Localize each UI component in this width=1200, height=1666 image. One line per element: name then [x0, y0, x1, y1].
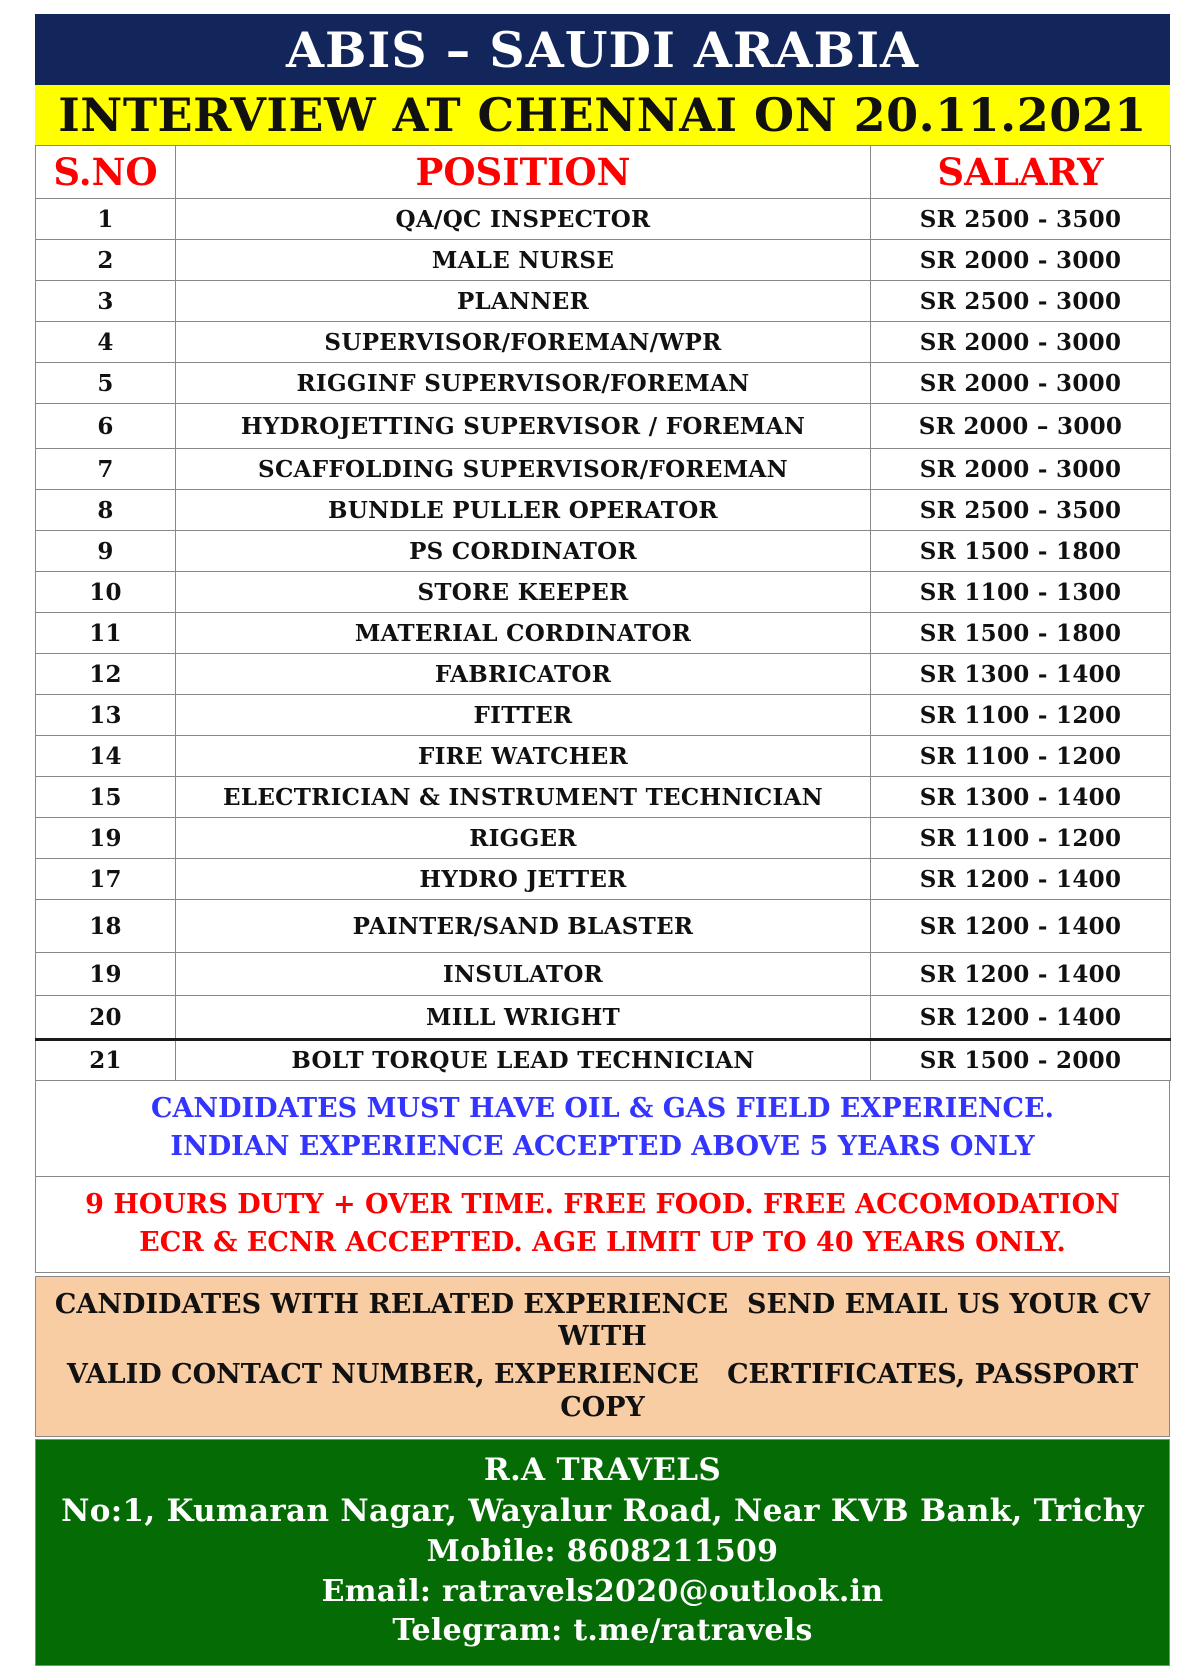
cell-position: RIGGER: [176, 818, 871, 859]
table-row: [36, 363, 1171, 404]
table-row: [36, 736, 1171, 777]
cell-position: FIRE WATCHER: [176, 736, 871, 777]
cell-sno: 14: [36, 736, 176, 777]
positions-table-body: [36, 199, 1171, 1081]
cell-position: STORE KEEPER: [176, 572, 871, 613]
agency-mobile: Mobile: 8608211509: [426, 1533, 779, 1569]
cell-salary: SR 1100 - 1200: [871, 695, 1171, 736]
cell-sno: 10: [36, 572, 176, 613]
cell-position: HYDROJETTING SUPERVISOR / FOREMAN: [176, 404, 871, 449]
cell-salary: SR 1200 - 1400: [871, 996, 1171, 1040]
agency-telegram: Telegram: t.me/ratravels: [392, 1613, 813, 1649]
table-row: [36, 777, 1171, 818]
table-row: [36, 996, 1171, 1040]
column-header-sno: S.NO: [36, 146, 176, 199]
cell-salary: SR 1500 - 1800: [871, 613, 1171, 654]
table-row: [36, 531, 1171, 572]
cell-position: QA/QC INSPECTOR: [176, 199, 871, 240]
table-row: [36, 859, 1171, 900]
note-line: VALID CONTACT NUMBER, EXPERIENCE CERTIFICATES, PASSPORT COPY: [66, 1359, 1148, 1423]
cell-salary: SR 2000 - 3000: [871, 363, 1171, 404]
cell-position: HYDRO JETTER: [176, 859, 871, 900]
cell-position: FABRICATOR: [176, 654, 871, 695]
cell-position: ELECTRICIAN & INSTRUMENT TECHNICIAN: [176, 777, 871, 818]
cell-salary: SR 2500 - 3500: [871, 199, 1171, 240]
table-row: [36, 240, 1171, 281]
table-row: [36, 695, 1171, 736]
cell-sno: 7: [36, 449, 176, 490]
positions-table-header: [36, 146, 1171, 199]
cell-position: MATERIAL CORDINATOR: [176, 613, 871, 654]
cell-sno: 13: [36, 695, 176, 736]
company-title-bar: [35, 14, 1170, 85]
interview-banner-bar: [35, 85, 1170, 145]
agency-address: No:1, Kumaran Nagar, Wayalur Road, Near KVB Bank, Trichy: [61, 1493, 1144, 1530]
note-line: INDIAN EXPERIENCE ACCEPTED ABOVE 5 YEARS ONLY: [170, 1131, 1035, 1163]
cell-salary: SR 2000 - 3000: [871, 240, 1171, 281]
cell-sno: 6: [36, 404, 176, 449]
cell-salary: SR 1500 - 2000: [871, 1040, 1171, 1081]
cell-sno: 4: [36, 322, 176, 363]
note-line: ECR & ECNR ACCEPTED. AGE LIMIT UP TO 40 YEARS ONLY.: [139, 1227, 1066, 1259]
cell-salary: SR 1100 - 1200: [871, 736, 1171, 777]
cell-sno: 11: [36, 613, 176, 654]
cell-position: MILL WRIGHT: [176, 996, 871, 1040]
table-row: [36, 404, 1171, 449]
cell-salary: SR 1200 - 1400: [871, 953, 1171, 996]
table-row: [36, 818, 1171, 859]
cell-position: PAINTER/SAND BLASTER: [176, 900, 871, 953]
table-row: [36, 900, 1171, 953]
table-row: [36, 572, 1171, 613]
cell-position: BOLT TORQUE LEAD TECHNICIAN: [176, 1040, 871, 1081]
cell-position: BUNDLE PULLER OPERATOR: [176, 490, 871, 531]
cell-position: SUPERVISOR/FOREMAN/WPR: [176, 322, 871, 363]
cell-salary: SR 1100 - 1300: [871, 572, 1171, 613]
application-instructions-note: [35, 1276, 1170, 1438]
cell-sno: 2: [36, 240, 176, 281]
experience-requirement-note: [35, 1081, 1170, 1177]
table-row: [36, 1040, 1171, 1081]
cell-salary: SR 2000 - 3000: [871, 322, 1171, 363]
cell-position: PLANNER: [176, 281, 871, 322]
cell-salary: SR 1200 - 1400: [871, 900, 1171, 953]
column-header-position: POSITION: [176, 146, 871, 199]
interview-banner-text: INTERVIEW AT CHENNAI ON 20.11.2021: [58, 88, 1147, 142]
cell-salary: SR 2000 - 3000: [871, 449, 1171, 490]
cell-sno: 1: [36, 199, 176, 240]
cell-sno: 18: [36, 900, 176, 953]
cell-sno: 3: [36, 281, 176, 322]
cell-position: INSULATOR: [176, 953, 871, 996]
recruitment-poster: [35, 14, 1170, 1666]
cell-position: FITTER: [176, 695, 871, 736]
table-row: [36, 281, 1171, 322]
table-row: [36, 953, 1171, 996]
cell-salary: SR 2500 - 3000: [871, 281, 1171, 322]
table-row: [36, 654, 1171, 695]
cell-salary: SR 1500 - 1800: [871, 531, 1171, 572]
cell-salary: SR 2500 - 3500: [871, 490, 1171, 531]
cell-sno: 20: [36, 996, 176, 1040]
company-title: ABIS – SAUDI ARABIA: [285, 20, 920, 79]
cell-position: PS CORDINATOR: [176, 531, 871, 572]
positions-table: [35, 145, 1171, 1081]
cell-salary: SR 1100 - 1200: [871, 818, 1171, 859]
table-row: [36, 199, 1171, 240]
cell-position: SCAFFOLDING SUPERVISOR/FOREMAN: [176, 449, 871, 490]
cell-sno: 15: [36, 777, 176, 818]
table-row: [36, 490, 1171, 531]
agency-email: Email: ratravels2020@outlook.in: [321, 1573, 884, 1609]
table-row: [36, 613, 1171, 654]
cell-sno: 17: [36, 859, 176, 900]
note-line: CANDIDATES WITH RELATED EXPERIENCE SEND EMAIL US YOUR CV WITH: [54, 1288, 1160, 1352]
cell-position: RIGGINF SUPERVISOR/FOREMAN: [176, 363, 871, 404]
note-line: 9 HOURS DUTY + OVER TIME. FREE FOOD. FREE ACCOMODATION: [85, 1188, 1120, 1220]
benefits-note: [35, 1177, 1170, 1273]
cell-sno: 19: [36, 818, 176, 859]
cell-sno: 5: [36, 363, 176, 404]
table-row: [36, 449, 1171, 490]
note-line: CANDIDATES MUST HAVE OIL & GAS FIELD EXPERIENCE.: [150, 1093, 1055, 1124]
cell-salary: SR 1300 - 1400: [871, 777, 1171, 818]
cell-sno: 21: [36, 1040, 176, 1081]
agency-footer: [35, 1439, 1170, 1666]
column-header-salary: SALARY: [871, 146, 1171, 199]
cell-position: MALE NURSE: [176, 240, 871, 281]
cell-salary: SR 1200 - 1400: [871, 859, 1171, 900]
cell-salary: SR 1300 - 1400: [871, 654, 1171, 695]
cell-salary: SR 2000 – 3000: [871, 404, 1171, 449]
cell-sno: 9: [36, 531, 176, 572]
cell-sno: 8: [36, 490, 176, 531]
agency-name: R.A TRAVELS: [483, 1452, 722, 1489]
table-row: [36, 322, 1171, 363]
cell-sno: 12: [36, 654, 176, 695]
cell-sno: 19: [36, 953, 176, 996]
